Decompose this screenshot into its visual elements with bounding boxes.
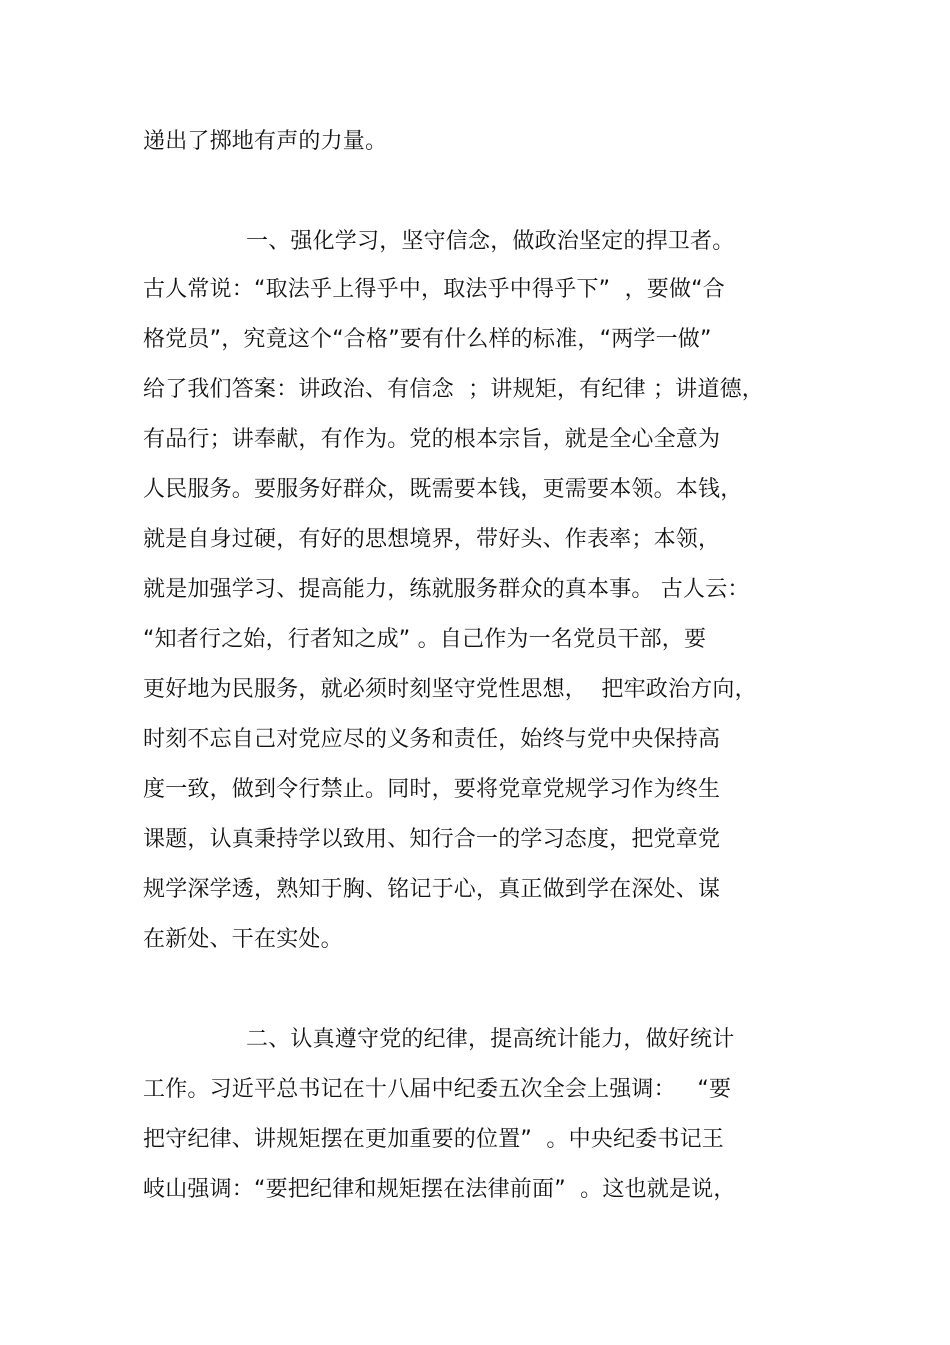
paragraph-line: 更好地为民服务，就必须时刻坚守党性思想， 把牢政治方向，	[143, 677, 757, 702]
paragraph-line: 规学深学透，熟知于胸、铭记于心，真正做到学在深处、谋	[143, 877, 721, 902]
paragraph-line: 课题，认真秉持学以致用、知行合一的学习态度，把党章党	[143, 827, 721, 852]
paragraph-line: 给了我们答案：讲政治、有信念 ；讲规矩，有纪律 ；讲道德，	[143, 377, 764, 402]
paragraph-line: 把守纪律、讲规矩摆在更加重要的位置” 。中央纪委书记王	[143, 1127, 724, 1152]
paragraph-line: 就是加强学习、提高能力，练就服务群众的真本事。 古人云：	[143, 577, 750, 602]
paragraph-line: “知者行之始，行者知之成” 。自己作为一名党员干部，要	[143, 627, 707, 652]
paragraph-line: 有品行；讲奉献，有作为。党的根本宗旨，就是全心全意为	[143, 427, 721, 452]
paragraph-line: 就是自身过硬，有好的思想境界，带好头、作表率；本领，	[143, 527, 721, 552]
paragraph-line: 人民服务。要服务好群众，既需要本钱，更需要本领。本钱，	[143, 477, 743, 502]
paragraph-line: 岐山强调：“要把纪律和规矩摆在法律前面” 。这也就是说，	[143, 1177, 736, 1202]
paragraph-line: 在新处、干在实处。	[143, 927, 343, 952]
paragraph-line: 时刻不忘自己对党应尽的义务和责任，始终与党中央保持高	[143, 727, 721, 752]
paragraph-line: 工作。习近平总书记在十八届中纪委五次全会上强调： “要	[143, 1077, 732, 1102]
section-heading-1: 一、强化学习，坚守信念，做政治坚定的捍卫者。	[246, 229, 735, 254]
paragraph-line: 递出了掷地有声的力量。	[143, 129, 388, 154]
section-heading-2: 二、认真遵守党的纪律，提高统计能力，做好统计	[246, 1027, 735, 1052]
paragraph-line: 格党员”，究竟这个“合格”要有什么样的标准，“两学一做”	[143, 327, 712, 352]
paragraph-line: 度一致，做到令行禁止。同时，要将党章党规学习作为终生	[143, 777, 721, 802]
paragraph-line: 古人常说：“取法乎上得乎中，取法乎中得乎下” ，要做“合	[143, 277, 725, 302]
